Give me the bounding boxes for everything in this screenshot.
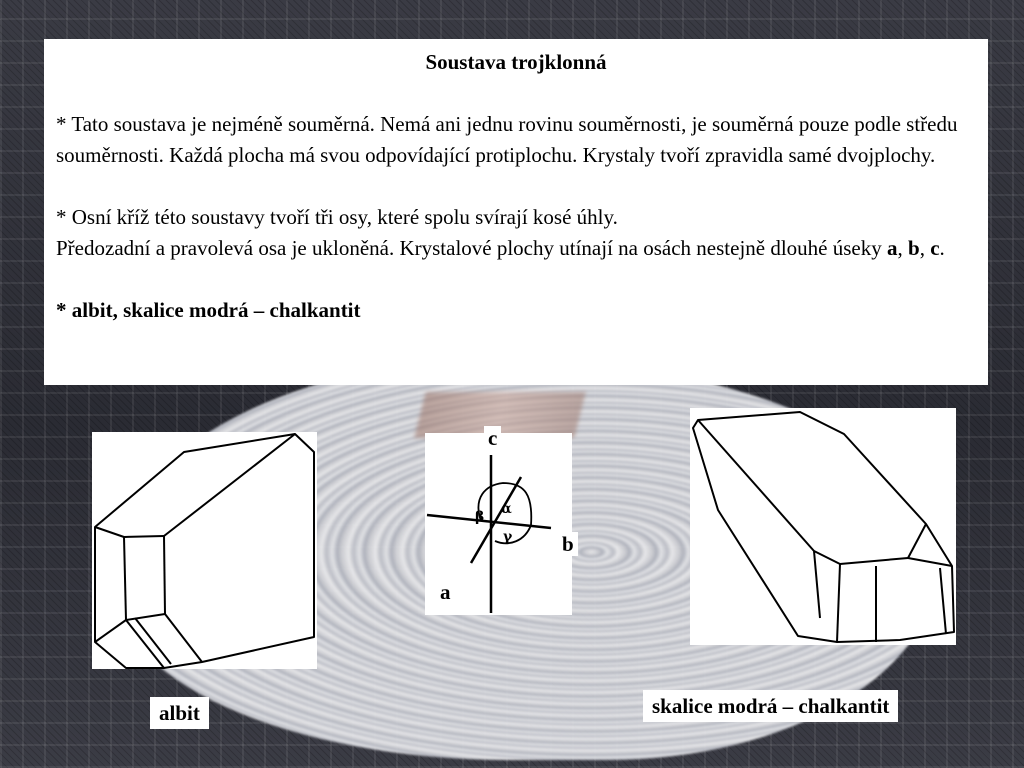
separator-2: , [919,236,931,260]
angle-beta: β [475,509,485,525]
chalkantit-crystal-drawing [690,408,956,645]
separator-1: , [897,236,908,260]
axis-a-bold: a [887,236,898,260]
paragraph-axes-line2: Předozadní a pravolevá osa je ukloněná. Krystalové plochy utínají na osách nestejně dlouhé úseky [56,236,887,260]
axis-label-c: c [484,426,501,450]
axis-b-bold: b [908,236,920,260]
caption-albit: albit [150,697,209,729]
paragraph-symmetry: * Tato soustava je nejméně souměrná. Nemá ani jednu rovinu souměrnosti, je souměrná pouze podle středu souměrnosti. Každá plocha má svou odpovídající protiplochu. Krystaly tvoří zpravidla samé dvojplochy. [56,112,958,167]
caption-chalkantit: skalice modrá – chalkantit [643,690,898,722]
albit-crystal-svg [92,432,317,669]
chalkantit-crystal-svg [690,408,956,645]
angle-alpha: α [501,501,512,517]
axis-c-bold: c [930,236,940,260]
angle-gamma: γ [503,529,513,545]
examples-line: * albit, skalice modrá – chalkantit [56,298,361,322]
axis-label-a: a [436,580,455,604]
axis-label-b: b [558,532,578,556]
text-box [44,39,988,385]
end-dot: . [939,236,945,260]
albit-crystal-drawing [92,432,317,669]
paragraph-axes-line1: * Osní kříž této soustavy tvoří tři osy, které spolu svírají kosé úhly. [56,205,618,229]
paragraph-axes [56,202,976,264]
slide-title: Soustava trojklonná [425,50,607,74]
